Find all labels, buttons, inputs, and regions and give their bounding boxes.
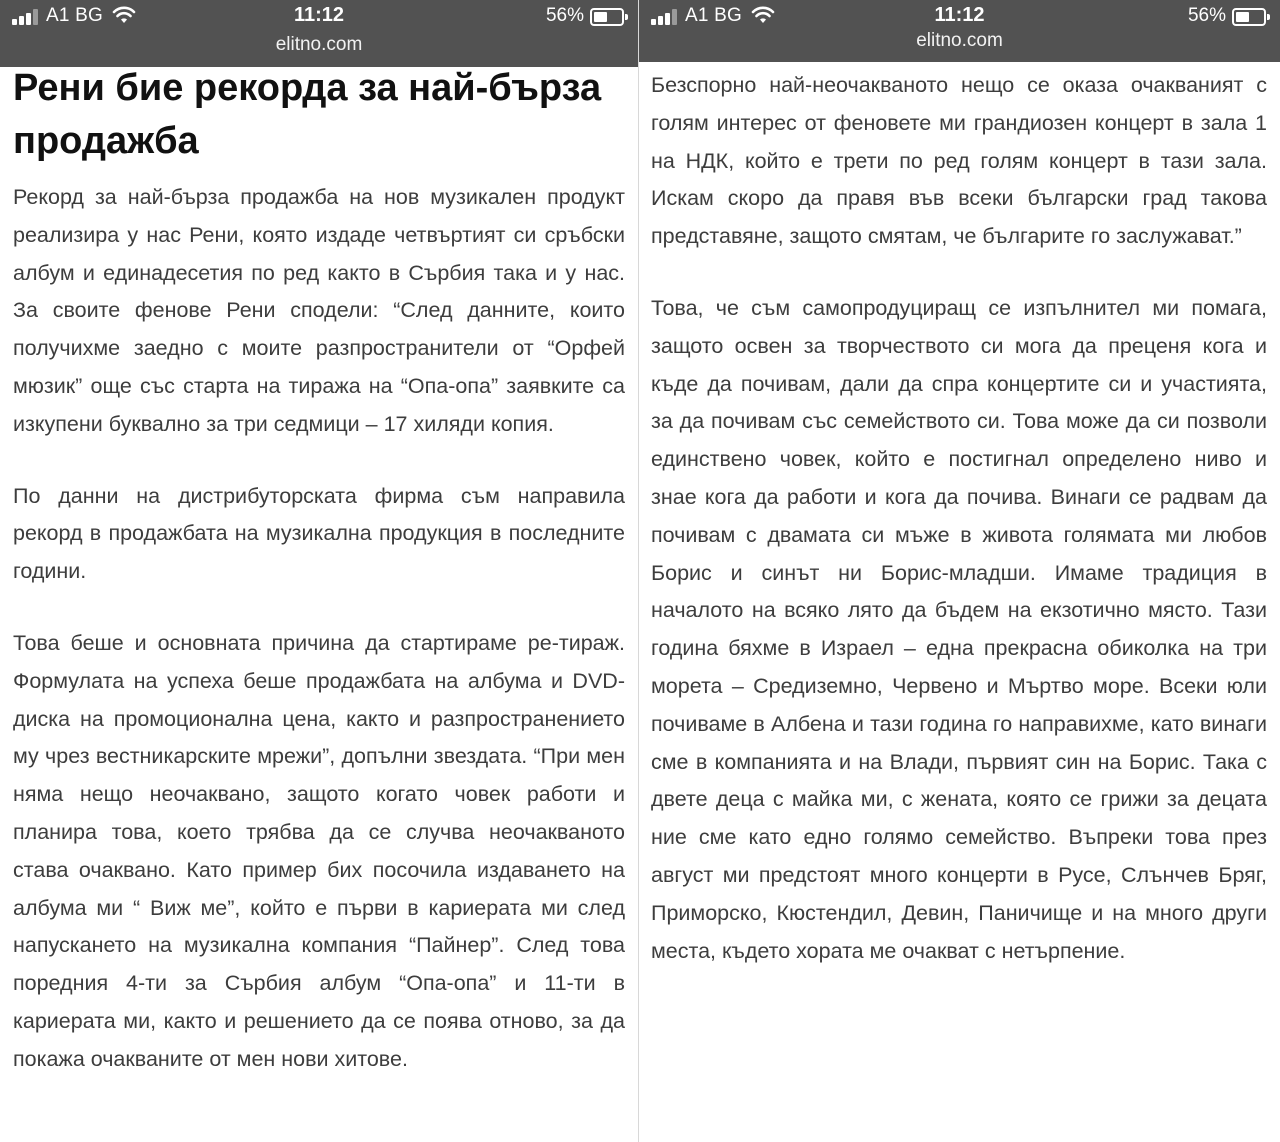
screenshot-right	[639, 0, 1280, 1142]
clock: 11:12	[934, 4, 985, 26]
status-bar	[0, 0, 638, 67]
battery-level-fill	[594, 12, 607, 22]
address-bar[interactable]: elitno.com	[916, 30, 1003, 51]
battery-percent: 56%	[545, 5, 584, 26]
carrier-name: A1 BG	[685, 5, 742, 26]
article-paragraph: Това беше и основната причина да стартираме ре-тираж. Формулата на успеха беше продажбата на албума и DVD-диска на промоционална цена, както и разпространението му чрез вестникарските мрежи”, допълни звездата. “При мен няма нещо неочаквано, защото когато човек работи и планира това, което трябва да се случва неочакваното става очаквано. Като пример бих посочила издаването на албума ми “ Виж ме”, който е първи в кариерата ми след напускането на музикална компания “Пайнер”. След това поредния 4-ти за Сърбия албум “Опа-опа” и 11-ти в кариерата ми, както и решението да се поява отново, за да покажа очакваните от мен нови хитове.	[13, 630, 625, 1071]
battery-level-fill	[1236, 12, 1249, 22]
article-paragraph: По данни на дистрибуторската фирма съм направила рекорд в продажбата на музикална продукция в последните години.	[13, 483, 625, 584]
article-paragraph: Безспорно най-неочакваното нещо се оказа очакваният с голям интерес от феновете ми грандиозен концерт в зала 1 на НДК, който е трети по ред голям концерт в тази зала. Искам скоро да правя във всеки български град такова представяне, защото смятам, че българите го заслужават.”	[651, 73, 1267, 249]
screenshot-left	[0, 0, 638, 1142]
battery-percent: 56%	[1187, 5, 1226, 26]
article-title: Рени бие рекорда за най-бърза продажба	[13, 67, 602, 162]
article-paragraph: Рекорд за най-бърза продажба на нов музикален продукт реализира у нас Рени, която издаде четвъртият си сръбски албум и единадесетия по ред както в Сърбия така и у нас. За своите фенове Рени сподели: “След данните, които получихме заедно с моите разпространители от “Орфей мюзик” още със старта на тиража на “Опа-опа” заявките са изкупени буквално за три седмици – 17 хиляди копия.	[13, 185, 625, 436]
carrier-name: A1 BG	[46, 5, 103, 26]
battery-icon	[1232, 8, 1266, 26]
article-paragraph: Това, че съм самопродуциращ се изпълнител ми помага, защото освен за творчеството си мога да преценя кога и къде да почивам, дали да спра концертите си и участията, за да почивам със семейството си. Това може да си позволи единствено човек, който е постигнал определено ниво и знае кога да работи и кога да почива. Винаги се радвам да почивам с двамата си мъже в живота голямата ми любов Борис и синът ни Борис-младши. Имаме традиция в началото на всяко лято да бъдем на екзотично място. Тази година бяхме в Израел – една прекрасна обиколка на три морета – Средиземно, Червено и Мъртво море. Всеки юли почиваме в Албена и тази година го направихме, като винаги сме в компанията и на Влади, първият син на Борис. Така с двете деца с майка ми, с жената, която се грижи за децата ние сме като едно голямо семейство. Въпреки това през август ми предстоят много концерти в Русе, Слънчев Бряг, Приморско, Кюстендил, Девин, Паничище и на много други места, където хората ме очакват с нетърпение.	[651, 295, 1267, 963]
battery-icon	[590, 8, 624, 26]
clock: 11:12	[293, 4, 345, 26]
article-body	[13, 62, 625, 1113]
status-bar	[639, 0, 1280, 62]
address-bar[interactable]: elitno.com	[275, 34, 363, 55]
article-body	[651, 67, 1267, 1004]
